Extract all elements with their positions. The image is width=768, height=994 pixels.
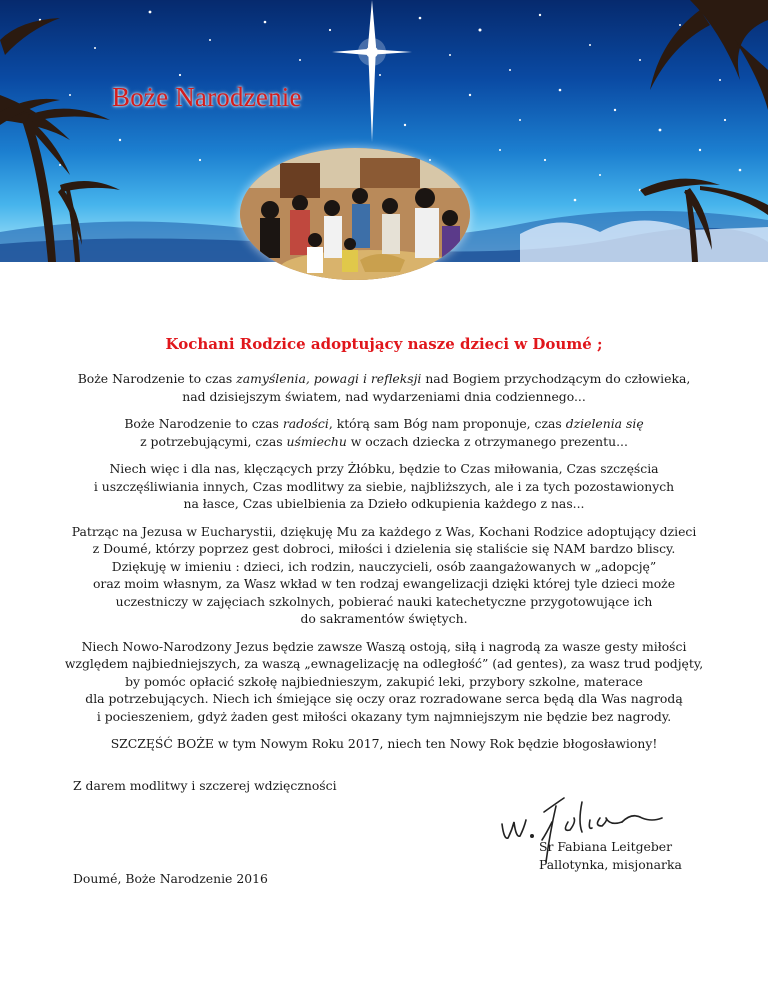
letter-body: [40, 334, 728, 763]
nativity-photo: [240, 148, 470, 280]
paragraph-line: dla potrzebujących. Niech ich śmiejące się oczy oraz rozradowane serca będą dla Was nagrodą: [85, 691, 683, 706]
paragraph-line: Dziękuję w imieniu : dzieci, ich rodzin, nauczycieli, osób zaangażowanych w „adopcję”: [111, 558, 657, 574]
paragraph-line: i uszczęśliwiania innych, Czas modlitwy za siebie, najbliższych, ale i za tych pozostawionych: [93, 478, 675, 494]
paragraph-line: Patrząc na Jezusa w Eucharystii, dziękuję Mu za każdego z Was, Kochani Rodzice adoptujący dzieci: [71, 523, 697, 539]
paragraph-line: by pomóc opłacić szkołę najbiednieszym, zakupić leki, przybory szkolne, materace: [125, 673, 643, 689]
paragraph-line: do sakramentów świętych.: [300, 611, 468, 626]
paragraph-reflection: [40, 370, 728, 405]
paragraph-line: względem najbiedniejszych, za waszą „ewnagelizację na odległość” (ad gentes), za wasz trud podjęty,: [64, 656, 704, 671]
paragraph-line: na łasce, Czas ubielbienia za Dzieło odkupienia każdego z nas...: [183, 496, 585, 511]
paragraph-line: Boże Narodzenie to czas radości, którą sam Bóg nam proponuje, czas dzielenia się: [124, 416, 644, 431]
paragraph-thanks: [40, 523, 728, 628]
paragraph-line: uczestniczy w zajęciach szkolnych, pobierać nauki katechetyczne przygotowujące ich: [115, 593, 653, 609]
paragraph-line: Boże Narodzenie to czas zamyślenia, powagi i refleksji nad Bogiem przychodzącym do człowieka,: [77, 371, 691, 386]
signer-role: Pallotynka, misjonarka: [539, 857, 682, 872]
closing-line: Z darem modlitwy i szczerej wdzięczności: [73, 778, 337, 793]
paragraph-line: Niech Nowo-Narodzony Jezus będzie zawsze Waszą ostoją, siłą i nagrodą za wasze gesty miłości: [81, 638, 687, 654]
paragraph-joy: [40, 415, 728, 450]
paragraph-love: [40, 460, 728, 513]
paragraph-line: z potrzebującymi, czas uśmiechu w oczach dziecka z otrzymanego prezentu...: [140, 433, 628, 449]
paragraph-line: Niech więc i dla nas, klęczących przy Żłóbku, będzie to Czas miłowania, Czas szczęścia: [109, 461, 659, 476]
new-year-wish: SZCZĘŚĆ BOŻE w tym Nowym Roku 2017, niech ten Nowy Rok będzie błogosławiony!: [110, 736, 658, 751]
signer-block: [539, 838, 682, 874]
letter-heading: Kochani Rodzice adoptujący nasze dzieci w Doumé ;: [165, 335, 603, 353]
paragraph-line: oraz moim własnym, za Wasz wkład w ten rodzaj ewangelizacji dzięki której tyle dzieci może: [92, 576, 676, 591]
signer-name: Sr Fabiana Leitgeber: [539, 839, 673, 854]
banner-title: Boże Narodzenie: [112, 82, 302, 112]
paragraph-line: i pocieszeniem, gdyż żaden gest miłości okazany tym najmniejszym nie będzie bez nagrody.: [96, 708, 672, 724]
place-and-date: Doumé, Boże Narodzenie 2016: [73, 871, 268, 886]
paragraph-line: z Doumé, którzy poprzez gest dobroci, miłości i dzielenia się staliście się NAM bardzo bliscy.: [92, 541, 676, 556]
paragraph-blessing: [40, 638, 728, 726]
paragraph-line: nad dzisiejszym światem, nad wydarzeniami dnia codziennego...: [182, 388, 586, 404]
